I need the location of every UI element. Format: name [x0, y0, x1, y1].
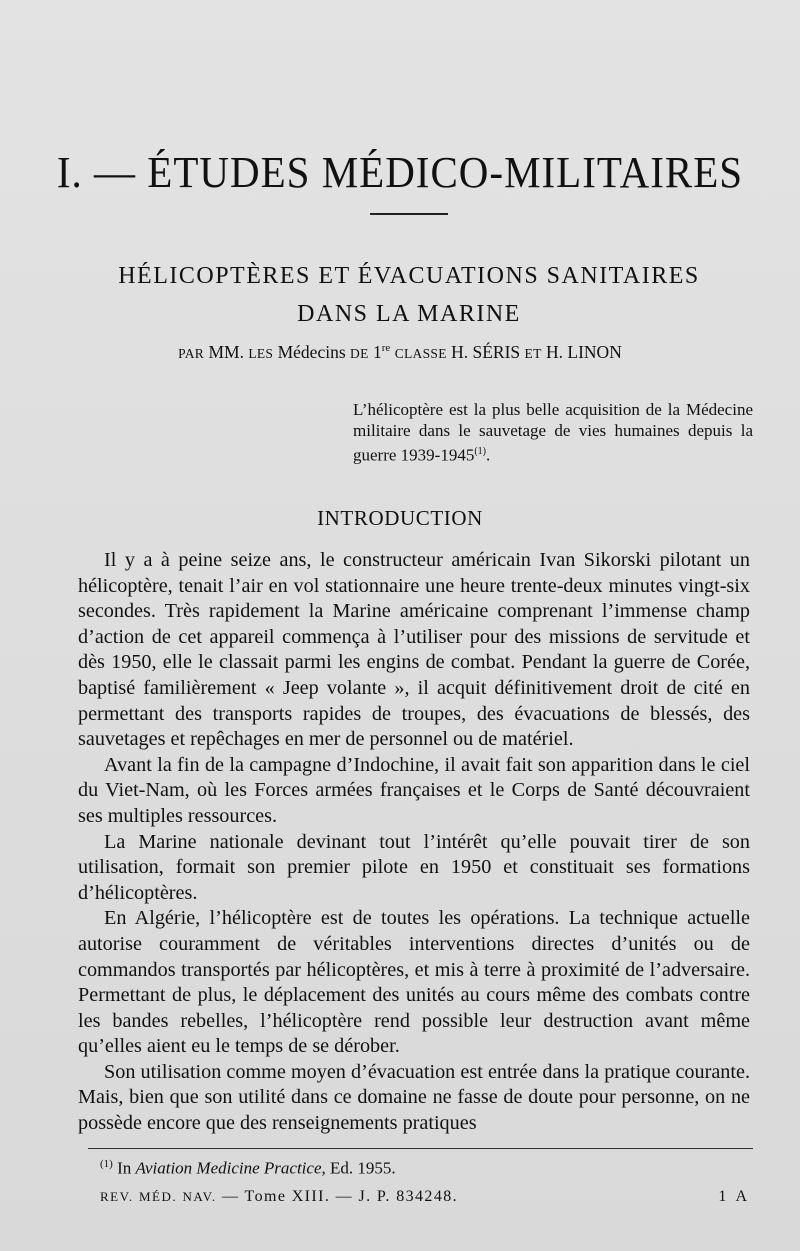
chapter-title: I. — ÉTUDES MÉDICO-MILITAIRES [56, 147, 744, 197]
section-heading: INTRODUCTION [317, 506, 483, 530]
authors-medecins: Médecins [277, 342, 346, 362]
footer-rev: REV. [100, 1189, 134, 1204]
epigraph-note-ref[interactable]: (1) [474, 446, 486, 457]
epigraph-end: . [486, 445, 491, 465]
article-title-line-1: HÉLICOPTÈRES ET ÉVACUATIONS SANITAIRES [118, 263, 700, 289]
epigraph [353, 399, 753, 466]
authors-line [0, 342, 800, 363]
rank-superscript: re [381, 342, 391, 355]
paragraph: Avant la fin de la campagne d’Indochine, il avait fait son apparition dans le ciel du Viet-Nam, où les Forces armées françaises et le Corps de Santé découvraient ses multiples ressources. [78, 753, 750, 827]
authors-mm: MM. [208, 342, 244, 362]
author-name-2: H. LINON [546, 342, 622, 362]
article-title [0, 257, 800, 333]
epigraph-text: L’hélicoptère est la plus belle acquisition de la Médecine militaire dans le sauvetage de vies humaines depuis la guerre 1939-1945 [353, 400, 753, 465]
authors-et: ET [524, 346, 542, 361]
footnote [100, 1158, 396, 1179]
author-name-1: H. SÉRIS [451, 342, 521, 362]
footnote-marker: (1) [100, 1158, 113, 1170]
article-title-line-2: DANS LA MARINE [297, 301, 521, 327]
paragraph: La Marine nationale devinant tout l’intérêt qu’elle pouvait tirer de son utilisation, formait son premier pilote en 1950 et constituait ses formations d’hélicoptères. [78, 830, 750, 904]
footnote-source: Aviation Medicine Practice, [135, 1158, 326, 1178]
body-text [78, 548, 750, 1137]
footnote-divider [88, 1148, 753, 1149]
footnote-prefix: In [117, 1158, 132, 1178]
authors-rank [373, 342, 390, 362]
footer-tome: — Tome XIII. — J. P. 834248. [222, 1188, 459, 1205]
authors-classe: CLASSE [394, 346, 447, 361]
rank-number: 1 [373, 342, 382, 362]
footer-med: MÉD. [138, 1189, 178, 1204]
paragraph: En Algérie, l’hélicoptère est de toutes les opérations. La technique actuelle autorise couramment de véritables interventions directes d’unités ou de commandos transportés par hélicoptères, et mis à terre à proximité de l’adversaire. Permettant de plus, le déplacement des unités au cours même des combats contre les bandes rebelles, l’hélicoptère rend possible leur destruction avant même qu’elles aient eu le temps de se dérober. [78, 907, 750, 1058]
footnote-edition: Ed. 1955. [330, 1158, 396, 1178]
authors-de: DE [350, 346, 369, 361]
footer-nav: NAV. [182, 1189, 217, 1204]
authors-les: LES [248, 346, 274, 361]
journal-reference [100, 1188, 458, 1206]
paragraph: Il y a à peine seize ans, le constructeur américain Ivan Sikorski pilotant un hélicoptère, tenait l’air en vol stationnaire une heure trente-deux minutes vingt-six secondes. Très rapidement la Marine américaine comprenant l’immense champ d’action de cet appareil commença à l’utiliser pour des missions de servitude et dès 1950, elle le classait parmi les engins de combat. Pendant la guerre de Corée, baptisé familièrement « Jeep volante », il acquit définitivement droit de cité en permettant des transports rapides de troupes, des évacuations de blessés, des sauvetages et repêchages en mer de personnel ou de matériel. [78, 549, 750, 751]
title-divider [370, 213, 448, 215]
paragraph: Son utilisation comme moyen d’évacuation est entrée dans la pratique courante. Mais, bien que son utilité dans ce domaine ne fasse de doute pour personne, on ne possède encore que des renseignements pratiques [78, 1060, 750, 1135]
authors-par: PAR [178, 346, 205, 361]
page-footer [0, 1188, 800, 1210]
page-number: 1 A [718, 1188, 750, 1205]
